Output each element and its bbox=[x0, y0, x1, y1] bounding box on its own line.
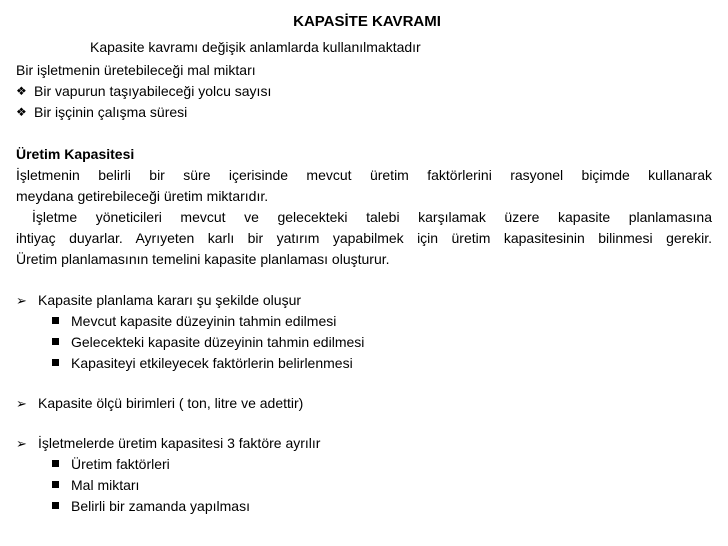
sub-bullet-label: Kapasiteyi etkileyecek faktörlerin belirlenmesi bbox=[71, 355, 353, 371]
square-bullet-icon bbox=[52, 502, 59, 509]
sub-bullet-item bbox=[52, 353, 712, 373]
sub-bullet-label: Mal miktarı bbox=[71, 477, 140, 493]
sub-bullet-item bbox=[52, 454, 712, 474]
sub-bullet-item bbox=[52, 496, 712, 516]
sub-bullet-label: Mevcut kapasite düzeyinin tahmin edilmesi bbox=[71, 313, 337, 329]
four-diamond-bullet-icon: ❖ bbox=[16, 105, 27, 119]
square-bullet-icon bbox=[52, 460, 59, 467]
intro-subtitle: Kapasite kavramı değişik anlamlarda kullanılmaktadır bbox=[90, 39, 421, 55]
arrow-bullet-item bbox=[16, 433, 712, 454]
arrow-bullet-item bbox=[16, 290, 712, 311]
paragraph-line: Üretim planlamasının temelini kapasite planlaması oluşturur. bbox=[16, 251, 390, 267]
bullet-label: Kapasite ölçü birimleri ( ton, litre ve adettir) bbox=[38, 395, 304, 411]
paragraph-line: ihtiyaç duyarlar. Ayrıyeten karlı bir yatırım yapabilmek için üretim kapasitesinin bilinmesi gerekir. bbox=[16, 230, 712, 246]
sub-bullet-label: Gelecekteki kapasite düzeyinin tahmin edilmesi bbox=[71, 334, 365, 350]
paragraph-line: İşletmenin belirli bir süre içerisinde mevcut üretim faktörlerini rasyonel biçimde kullanarak bbox=[16, 167, 712, 183]
arrow-bullet-item bbox=[16, 393, 712, 414]
four-diamond-bullet-icon: ❖ bbox=[16, 84, 27, 98]
intro-bullet bbox=[16, 102, 712, 122]
square-bullet-icon bbox=[52, 481, 59, 488]
square-bullet-icon bbox=[52, 359, 59, 366]
sub-bullet-item bbox=[52, 311, 712, 331]
arrowhead-bullet-icon: ➢ bbox=[16, 293, 27, 308]
intro-bullet bbox=[16, 81, 712, 101]
arrowhead-bullet-icon: ➢ bbox=[16, 436, 27, 451]
intro-bullet-text: Bir işçinin çalışma süresi bbox=[34, 104, 188, 120]
sub-bullet-item bbox=[52, 332, 712, 352]
intro-bullet-text: Bir vapurun taşıyabileceği yolcu sayısı bbox=[34, 83, 272, 99]
bullet-label: İşletmelerde üretim kapasitesi 3 faktöre ayrılır bbox=[38, 435, 321, 451]
sub-bullet-label: Üretim faktörleri bbox=[71, 456, 170, 472]
paragraph-line: İşletme yöneticileri mevcut ve gelecekteki talebi karşılamak üzere kapasite planlamasına bbox=[32, 209, 712, 225]
slide-title: KAPASİTE KAVRAMI bbox=[293, 13, 441, 30]
paragraph-line: meydana getirebileceği üretim miktarıdır. bbox=[16, 188, 269, 204]
square-bullet-icon bbox=[52, 338, 59, 345]
square-bullet-icon bbox=[52, 317, 59, 324]
arrowhead-bullet-icon: ➢ bbox=[16, 396, 27, 411]
section-heading: Üretim Kapasitesi bbox=[16, 146, 135, 162]
bullet-label: Kapasite planlama kararı şu şekilde oluşur bbox=[38, 292, 302, 308]
sub-bullet-label: Belirli bir zamanda yapılması bbox=[71, 498, 250, 514]
intro-line: Bir işletmenin üretebileceği mal miktarı bbox=[16, 62, 256, 78]
sub-bullet-item bbox=[52, 475, 712, 495]
